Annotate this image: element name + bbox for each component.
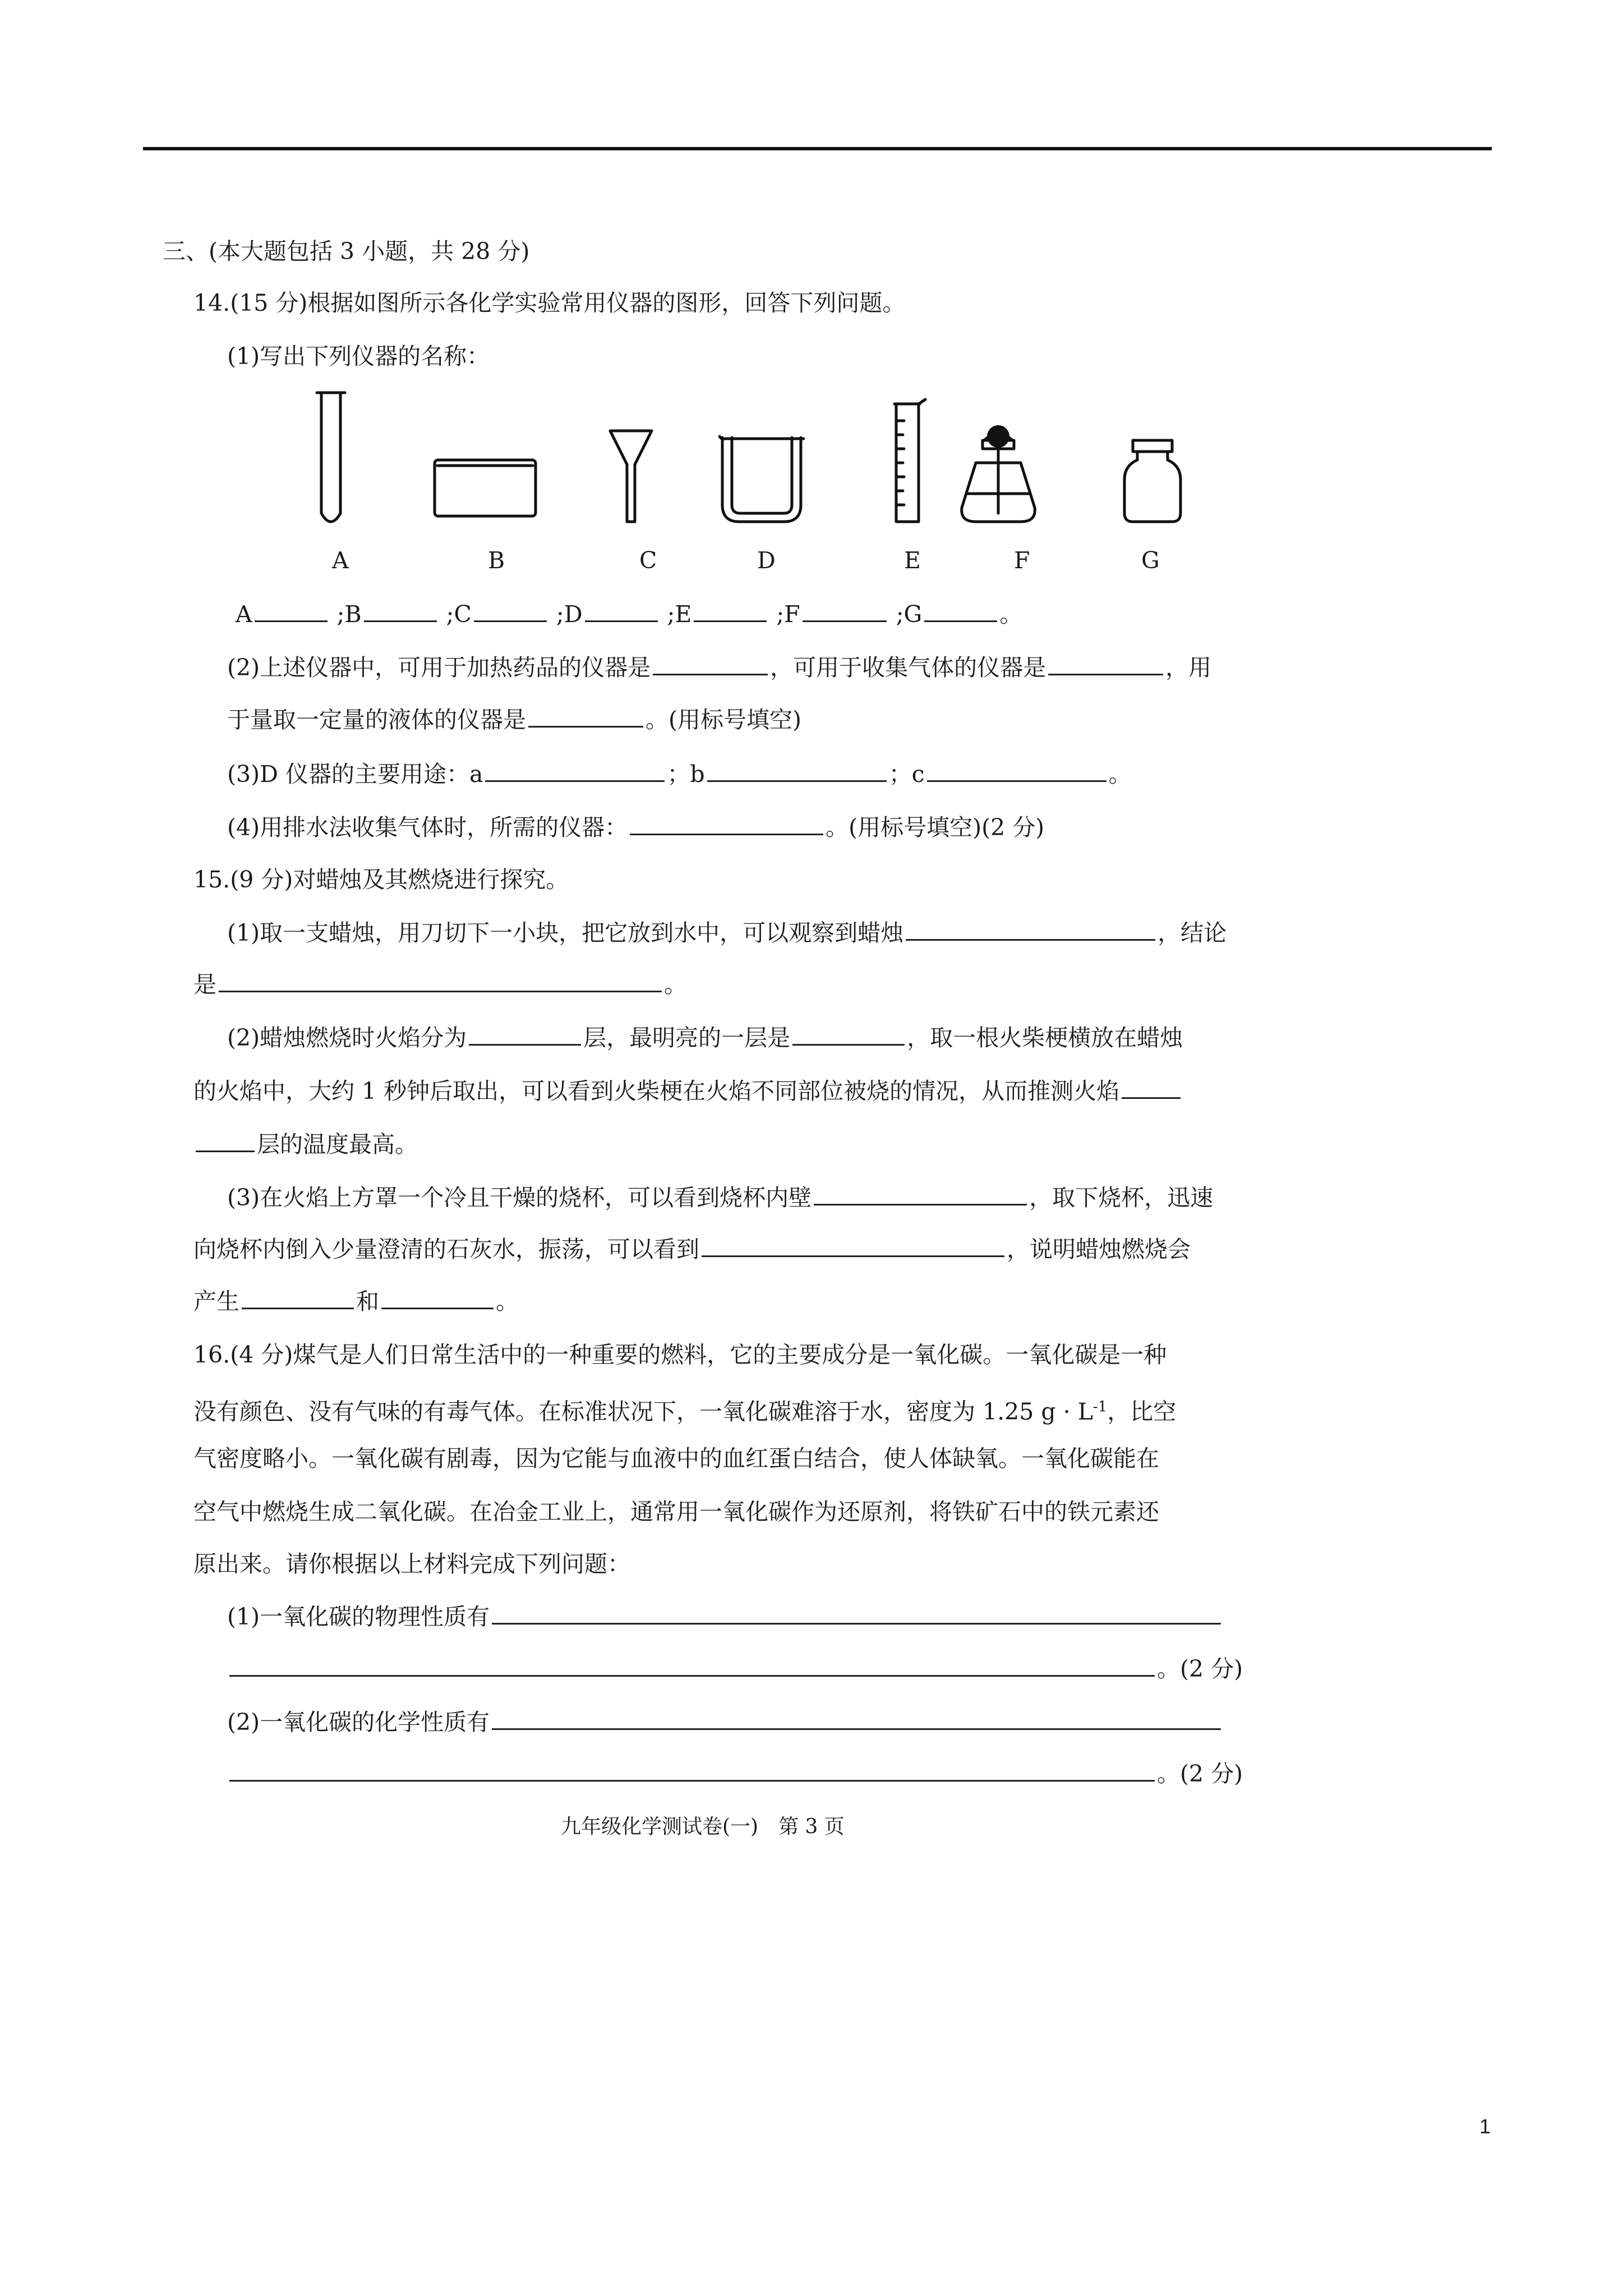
answer-blank-chemical-props-1[interactable]	[492, 1706, 1221, 1730]
answer-blank-f[interactable]	[803, 598, 887, 622]
q14-names-line: A ;B ;C ;D ;E ;F ;G 。	[236, 597, 1022, 631]
q16-line4: 空气中燃烧生成二氧化碳。在冶金工业上，通常用一氧化碳作为还原剂，将铁矿石中的铁元素还	[193, 1498, 1159, 1525]
q16-line1: 16.(4 分)煤气是人们日常生活中的一种重要的燃料，它的主要成分是一氧化碳。一氧化碳是一种	[193, 1341, 1167, 1368]
q16-part2-cont: 。(2 分)	[227, 1757, 1243, 1791]
q16-part2: (2)一氧化碳的化学性质有	[227, 1705, 1223, 1739]
header-rule	[143, 147, 1492, 150]
apparatus-label-e: E	[904, 547, 921, 574]
q14-part2-line2: 于量取一定量的液体的仪器是 。(用标号填空)	[227, 703, 801, 737]
page-number: 1	[1479, 2115, 1491, 2138]
page-footer: 九年级化学测试卷(一) 第 3 页	[561, 1815, 845, 1838]
answer-blank-use-a[interactable]	[485, 758, 665, 782]
q15-part3-line2: 向烧杯内倒入少量澄清的石灰水，振荡，可以看到 ，说明蜡烛燃烧会	[193, 1232, 1191, 1266]
apparatus-label-d: D	[757, 547, 776, 574]
answer-blank-c[interactable]	[474, 598, 547, 622]
q15-part2-line1: (2)蜡烛燃烧时火焰分为 层，最明亮的一层是 ，取一根火柴梗横放在蜡烛	[227, 1021, 1183, 1055]
gas-collecting-bottle-icon	[1124, 440, 1181, 522]
q15-stem: 15.(9 分)对蜡烛及其燃烧进行探究。	[193, 866, 569, 893]
q15-part1-line2: 是 。	[193, 968, 687, 1001]
q16-part1: (1)一氧化碳的物理性质有	[227, 1600, 1223, 1634]
graduated-cylinder-icon	[895, 399, 925, 522]
section-heading: 三、(本大题包括 3 小题，共 28 分)	[163, 238, 530, 265]
q16-line5: 原出来。请你根据以上材料完成下列问题：	[193, 1550, 630, 1577]
answer-blank-limewater[interactable]	[702, 1233, 1004, 1257]
q14-part4: (4)用排水法收集气体时，所需的仪器： 。(用标号填空)(2 分)	[227, 811, 1044, 844]
apparatus-label-a: A	[332, 547, 349, 574]
q15-part2-line3: 层的温度最高。	[193, 1128, 418, 1161]
answer-blank-g[interactable]	[924, 598, 997, 622]
q16-line3: 气密度略小。一氧化碳有剧毒，因为它能与血液中的血红蛋白结合，使人体缺氧。一氧化碳能在	[193, 1445, 1159, 1472]
q16-line2: 没有颜色、没有气味的有毒气体。在标准状况下，一氧化碳难溶于水，密度为 1.25 $g \cdot L^{-1}$，比空	[193, 1398, 1177, 1425]
answer-blank-chemical-props-2[interactable]	[229, 1757, 1155, 1782]
answer-blank-flame-layers[interactable]	[469, 1022, 581, 1046]
answer-blank-b[interactable]	[364, 598, 437, 622]
answer-blank-a[interactable]	[255, 598, 328, 622]
q16-part1-cont: 。(2 分)	[227, 1652, 1243, 1686]
answer-blank-heating[interactable]	[653, 651, 768, 675]
apparatus-label-f: F	[1014, 547, 1030, 574]
q14-stem: 14.(15 分)根据如图所示各化学实验常用仪器的图形，回答下列问题。	[193, 289, 906, 316]
answer-blank-hottest-layer-a[interactable]	[1122, 1075, 1181, 1099]
answer-blank-gas-collect[interactable]	[1048, 651, 1163, 675]
q15-part3-line3: 产生 和 。	[193, 1285, 519, 1318]
answer-blank-measure[interactable]	[528, 703, 643, 728]
answer-blank-physical-props-1[interactable]	[492, 1600, 1221, 1625]
q14-part2-line1: (2)上述仪器中，可用于加热药品的仪器是 ，可用于收集气体的仪器是 ，用	[227, 651, 1211, 684]
answer-blank-drainage[interactable]	[630, 811, 823, 835]
funnel-icon	[610, 431, 652, 522]
answer-blank-candle-observe[interactable]	[906, 917, 1155, 941]
q15-part1-line1: (1)取一支蜡烛，用刀切下一小块，把它放到水中，可以观察到蜡烛 ，结论	[227, 916, 1227, 950]
answer-blank-e[interactable]	[694, 598, 767, 622]
apparatus-label-b: B	[488, 547, 505, 574]
test-tube-icon	[317, 393, 345, 522]
answer-blank-use-b[interactable]	[707, 758, 887, 782]
answer-blank-d[interactable]	[585, 598, 658, 622]
beaker-icon	[720, 436, 804, 522]
answer-blank-use-c[interactable]	[927, 758, 1106, 782]
answer-blank-product-2[interactable]	[381, 1285, 494, 1309]
apparatus-label-c: C	[639, 547, 657, 574]
water-trough-icon	[435, 460, 536, 516]
answer-blank-physical-props-2[interactable]	[229, 1653, 1155, 1677]
answer-blank-hottest-layer-b[interactable]	[196, 1128, 255, 1152]
q14-part3: (3)D 仪器的主要用途：a ；b ；c 。	[227, 757, 1132, 791]
answer-blank-product-1[interactable]	[242, 1285, 354, 1309]
answer-blank-beaker-wall[interactable]	[814, 1181, 1027, 1205]
lab-apparatus-figure	[303, 387, 1211, 533]
apparatus-label-g: G	[1141, 547, 1160, 574]
q15-part2-line2: 的火焰中，大约 1 秒钟后取出，可以看到火柴梗在火焰不同部位被烧的情况，从而推测火焰	[193, 1074, 1183, 1108]
answer-blank-brightest-layer[interactable]	[792, 1022, 905, 1046]
answer-blank-candle-conclusion[interactable]	[219, 968, 662, 992]
q14-part1: (1)写出下列仪器的名称：	[227, 343, 490, 370]
q15-part3-line1: (3)在火焰上方罩一个冷且干燥的烧杯，可以看到烧杯内壁 ，取下烧杯，迅速	[227, 1181, 1213, 1214]
